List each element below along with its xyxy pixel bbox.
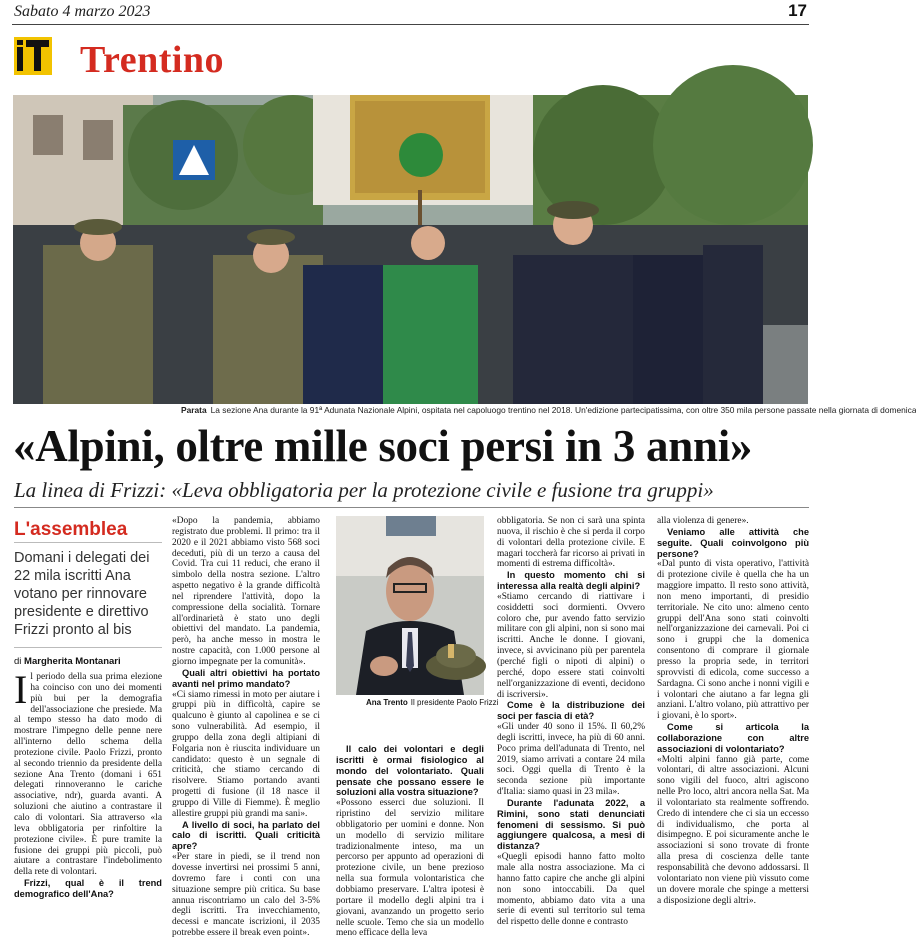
article-paragraph: «Possono esserci due soluzioni. Il ripristino del servizio militare obbligatorio per uomini e donne. Non un modello di servizio militare tradizionalmente inteso, ma un percorso per appunto ad operazioni di protezione civile, un bene prezioso nella sua formula volontaristica che dobbiamo preservare. L'altra ipotesi è portare il modello degli alpini tra i giovani, avanzando un progetto serio nelle scuole. Temo che sia un modello meno efficace della leva [336, 798, 484, 939]
interview-question: Frizzi, qual è il trend demografico dell'Ana? [14, 878, 162, 899]
interview-question: Il calo dei volontari e degli iscritti è ormai fisiologico al mondo del volontariato. Quali pensate che possano essere le soluzioni alla vostra situazione? [336, 744, 484, 798]
interview-question: Quali altri obiettivi ha portato avanti nel primo mandato? [172, 667, 320, 689]
sidebar-divider [14, 542, 162, 543]
interview-question: In questo momento chi si interessa alla realtà degli alpini? [497, 570, 645, 592]
interview-question: Veniamo alle attività che seguite. Quali coinvolgono più persone? [657, 526, 809, 559]
byline [14, 656, 121, 667]
sidebar-divider-bottom [14, 647, 162, 648]
article-paragraph: «Quegli episodi hanno fatto molto male alla nostra associazione. Ma ci hanno fatto capire che anche gli alpini non sono intoccabili. Da quel momento, abbiamo dato vita a una serie di eventi sul territorio sul tema del rispetto delle donne e contrasto [497, 852, 645, 928]
drop-cap: I [14, 667, 28, 712]
section-title: Trentino [80, 39, 225, 81]
article-column-2 [172, 516, 320, 939]
article-column-4 [497, 516, 645, 928]
headline-divider [14, 507, 809, 508]
subheadline: La linea di Frizzi: «Leva obbligatoria per la protezione civile e fusione tra gruppi» [14, 478, 714, 502]
portrait-caption-label: Ana Trento [366, 698, 408, 707]
article-paragraph [14, 667, 162, 878]
byline-prefix: di [14, 656, 22, 667]
caption-label: Parata [181, 405, 207, 415]
header-divider [12, 24, 809, 25]
interview-question: A livello di soci, ha parlato del calo di iscritti. Quali criticità apre? [172, 819, 320, 852]
article-paragraph-text: l periodo della sua prima elezione ha coinciso con uno dei momenti più bui per la demografia dell'associazione che presiede. Ma al tempo stesso ha dato modo di mostrare l'impegno delle penne nere all'interno dello schema della protezione civile. Paolo Frizzi, pronto al secondo triennio da presidente della sezione Ana Trento (domani i 651 delegati rinnoveranno le cariche associative, ndr), guarda avanti. A soluzioni che aiutino a contrastare il calo di volontari. Sia attraverso «la leva obbligatoria per rinfoltire la protezione civile». È pure tramite la fusione dei gruppi più piccoli, può aiutare a contrastare l'indebolimento della rete di volontari. [14, 672, 162, 878]
interview-question: Come è la distribuzione dei soci per fascia di età? [497, 700, 645, 722]
portrait-caption [366, 698, 498, 707]
page-number: 17 [788, 1, 807, 20]
article-paragraph: «Per stare in piedi, se il trend non dovesse invertirsi nei prossimi 5 anni, dovremo fare i conti con una situazione sempre più critica. Su base annua riscontriamo un calo del 3-5% degli iscritti. Tra invecchiamento, decessi e mancate iscrizioni, il 2035 potrebbe essere il break even point». [172, 852, 320, 939]
article-paragraph: «Dal punto di vista operativo, l'attività di protezione civile è quella che ha un maggiore impatto. Il resto sono attività, non meno importanti, di presidio territoriale. Ne cito uno: almeno cento gruppi dell'Ana sono stati coinvolti nell'organizzazione dei carnevali. Poi ci sono i gruppi che la domenica consentono di comprare il giornale presso la propria sede, in territori sprovvisti di edicola, come successo a Sardagna. Ci sono anche i nonni vigili e i volontari che aiutano a far legna gli anziani. L'altro volano, più attrattivo per i giovani, è lo sport». [657, 559, 809, 722]
article-column-5 [657, 516, 809, 908]
article-paragraph: alla violenza di genere». [657, 516, 749, 526]
issue-date: Sabato 4 marzo 2023 [14, 3, 151, 20]
article-paragraph: «Stiamo cercando di riattivare i cosiddetti soci dormienti. Ovvero coloro che, pur avendo fatto servizio militare con gli alpini, non si sono mai iscritti. Anche le donne. I giovani, invece, si avvicinano più per parentela (perché figli o nipoti di alpini) o perché, dopo essere stati coinvolti nell'organizzazione di eventi, decidono di iscriversi». [497, 591, 645, 700]
interview-question: Durante l'adunata 2022, a Rimini, sono stati denunciati fenomeni di sessismo. Si può aggiungere qualcosa, a mesi di distanza? [497, 797, 645, 852]
interview-question: Come si articola la collaborazione con altre associazioni di volontariato? [657, 722, 809, 754]
photo-caption [181, 405, 916, 415]
article-paragraph: «Ci siamo rimessi in moto per aiutare i gruppi più in difficoltà, capire se qualcuno è giunto al capolinea e se ci sono vulnerabilità. Ad esempio, il gruppo della zona degli altipiani di Folgaria non è riuscita individuare un candidato: questo è un segnale di criticità, che stiamo cercando di risolvere. Stiamo portando avanti progetti di fusione (il 18 nasce il gruppo di Ville di Fiemme). È meglio allestire gruppi più grandi ma sani». [172, 689, 320, 819]
parade-photo [13, 95, 808, 404]
article-column-3 [336, 744, 484, 939]
article-paragraph: «Molti alpini fanno già parte, come volontari, di altre associazioni. Alcuni sono vigili del fuoco, altri agiscono nelle Pro loco, altri ancora nella Sat. Ma il volontariato sta realmente soffrendo. Credo di intendere che ci sia un eccesso di individualismo, che porta al disimpegno. E poi sicuramente anche le associazioni si sono trovate di fronte alla presa di coscienza delle tante responsabilità che devono addossarsi. Il volontariato non viene più vissuto come un dovere morale che spinge a mettersi a disposizione degli altri». [657, 754, 809, 906]
article-paragraph: obbligatoria. Se non ci sarà una spinta nuova, il rischio è che si perda il corpo di volontari della protezione civile. E magari toccherà far ricorso ai privati in momenti di estrema difficoltà». [497, 516, 645, 570]
article-column-1 [14, 667, 162, 907]
sidebar-title: L'assemblea [14, 519, 128, 540]
article-paragraph: «Dopo la pandemia, abbiamo registrato due problemi. Il primo: tra il 2020 e il 2021 abbiamo visto 568 soci deceduti, più di un terzo a causa del Covid. Tra cui 11 reduci, che erano il simbolo della nostra sezione. L'altro aspetto negativo è la grande difficoltà nel riprendere l'attività, dopo la compressione della socialità. Tornare all'ordinarietà è stato uno degli obiettivi del mandato. La pandemia, però, ha anche messo in mostra le nostre capacità, con 1.000 persone al giorno impegnate per la comunità». [172, 516, 320, 667]
portrait-caption-text: Il presidente Paolo Frizzi [410, 698, 499, 707]
newspaper-logo-icon [14, 37, 52, 75]
caption-text: La sezione Ana durante la 91ª Adunata Nazionale Alpini, ospitata nel capoluogo trentino nel 2018. Un'edizione partecipatissima, con oltre 350 mila persone passate nella giornata di domenica [210, 405, 916, 415]
byline-author: Margherita Montanari [24, 656, 121, 667]
sidebar-text: Domani i delegati dei 22 mila iscritti Ana votano per rinnovare presidente e direttivo Frizzi pronto al bis [14, 550, 150, 638]
article-paragraph: «Gli under 40 sono il 15%. Il 60,2% degli iscritti, invece, ha più di 60 anni. Poco prima dell'adunata di Trento, nel 2019, siamo arrivati a contare 24 mila soci. Oggi quella di Trento è la seconda sezione più importante d'Italia: siamo quasi in 23 mila». [497, 722, 645, 798]
headline: «Alpini, oltre mille soci persi in 3 anni» [13, 421, 753, 471]
president-portrait [336, 516, 484, 695]
